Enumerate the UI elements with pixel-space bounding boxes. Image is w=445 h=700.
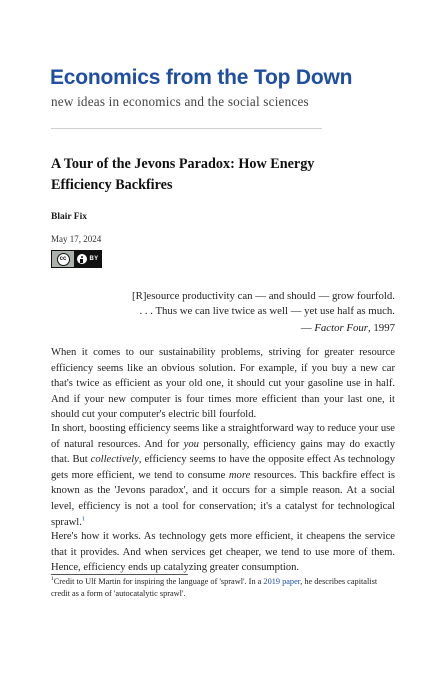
footnote-text: Credit to Ulf Martin for inspiring the language of 'sprawl'. In a <box>53 577 264 586</box>
epigraph-quote <box>100 289 395 319</box>
footnote-paper-link[interactable]: 2019 paper <box>263 577 301 586</box>
footnote-ref-1[interactable]: 1 <box>81 515 86 523</box>
epigraph-line-1: [R]esource productivity can — and should — grow fourfold. <box>132 290 395 302</box>
cc-label: cc <box>57 253 70 266</box>
footnote-text: , he describes capitalist credit as a form of 'autocatalytic sprawl'. <box>51 577 378 598</box>
cc-icon <box>52 251 74 267</box>
cc-by-license-icon[interactable] <box>51 250 102 268</box>
paragraph-text <box>51 421 395 530</box>
text-run: , efficiency seems to have the opposite effect As technology gets more efficient, we tend to consume <box>51 454 395 481</box>
paragraph-text: Here's how it works. As technology gets more efficient, it cheapens the service that it provides. And when services get cheaper, we tend to use more of them. Hence, efficiency ends up catalyzing greater consumption. <box>51 531 395 574</box>
text-run: In short, boosting efficiency seems like a straightforward way to reduce your use of natural resources. And for <box>51 423 395 450</box>
text-run: personally, efficiency gains may do exactly that. But <box>51 438 396 466</box>
body-paragraph-3 <box>51 529 395 576</box>
attribution-prefix: — <box>300 322 315 334</box>
body-paragraph-1 <box>51 345 395 423</box>
epigraph-attribution <box>301 321 395 336</box>
paragraph-text: When it comes to our sustainability problems, striving for greater resource efficiency seems like an obvious solution. For example, if you buy a new car that's twice as efficient as your old one, it should cut your gasoline use in half. And if your new computer is four times more efficient than your last one, it should cut your computer's electric bill fourfold. <box>51 347 395 421</box>
attribution-source: Factor Four <box>314 322 368 334</box>
body-paragraph-2 <box>51 421 395 530</box>
site-title[interactable]: Economics from the Top Down <box>50 66 353 89</box>
post-date: May 17, 2024 <box>51 234 102 244</box>
header-divider <box>51 128 322 129</box>
post-title: A Tour of the Jevons Paradox: How Energy Efficiency Backfires <box>51 156 315 193</box>
by-label: BY <box>89 256 99 262</box>
attribution-icon <box>74 251 101 267</box>
attribution-year: , 1997 <box>368 322 395 334</box>
post-author: Blair Fix <box>51 212 87 222</box>
footnote-1 <box>51 576 395 599</box>
site-tagline: new ideas in economics and the social sciences <box>51 94 309 109</box>
person-icon <box>77 254 87 264</box>
emphasis-you: you <box>183 438 199 450</box>
text-run: resources. This backfire effect is known as the 'Jevons paradox', and it occurs for a simple reason. At a social level, efficiency is not a tool for conservation; it's a catalyst for technological sprawl. <box>51 469 396 528</box>
emphasis-collectively: collectively <box>90 454 139 466</box>
footnote-number: 1 <box>51 576 54 583</box>
emphasis-more: more <box>228 469 251 481</box>
footnote-divider <box>51 574 188 575</box>
epigraph-line-2: . . . Thus we can live twice as well — yet use half as much. <box>139 305 395 317</box>
